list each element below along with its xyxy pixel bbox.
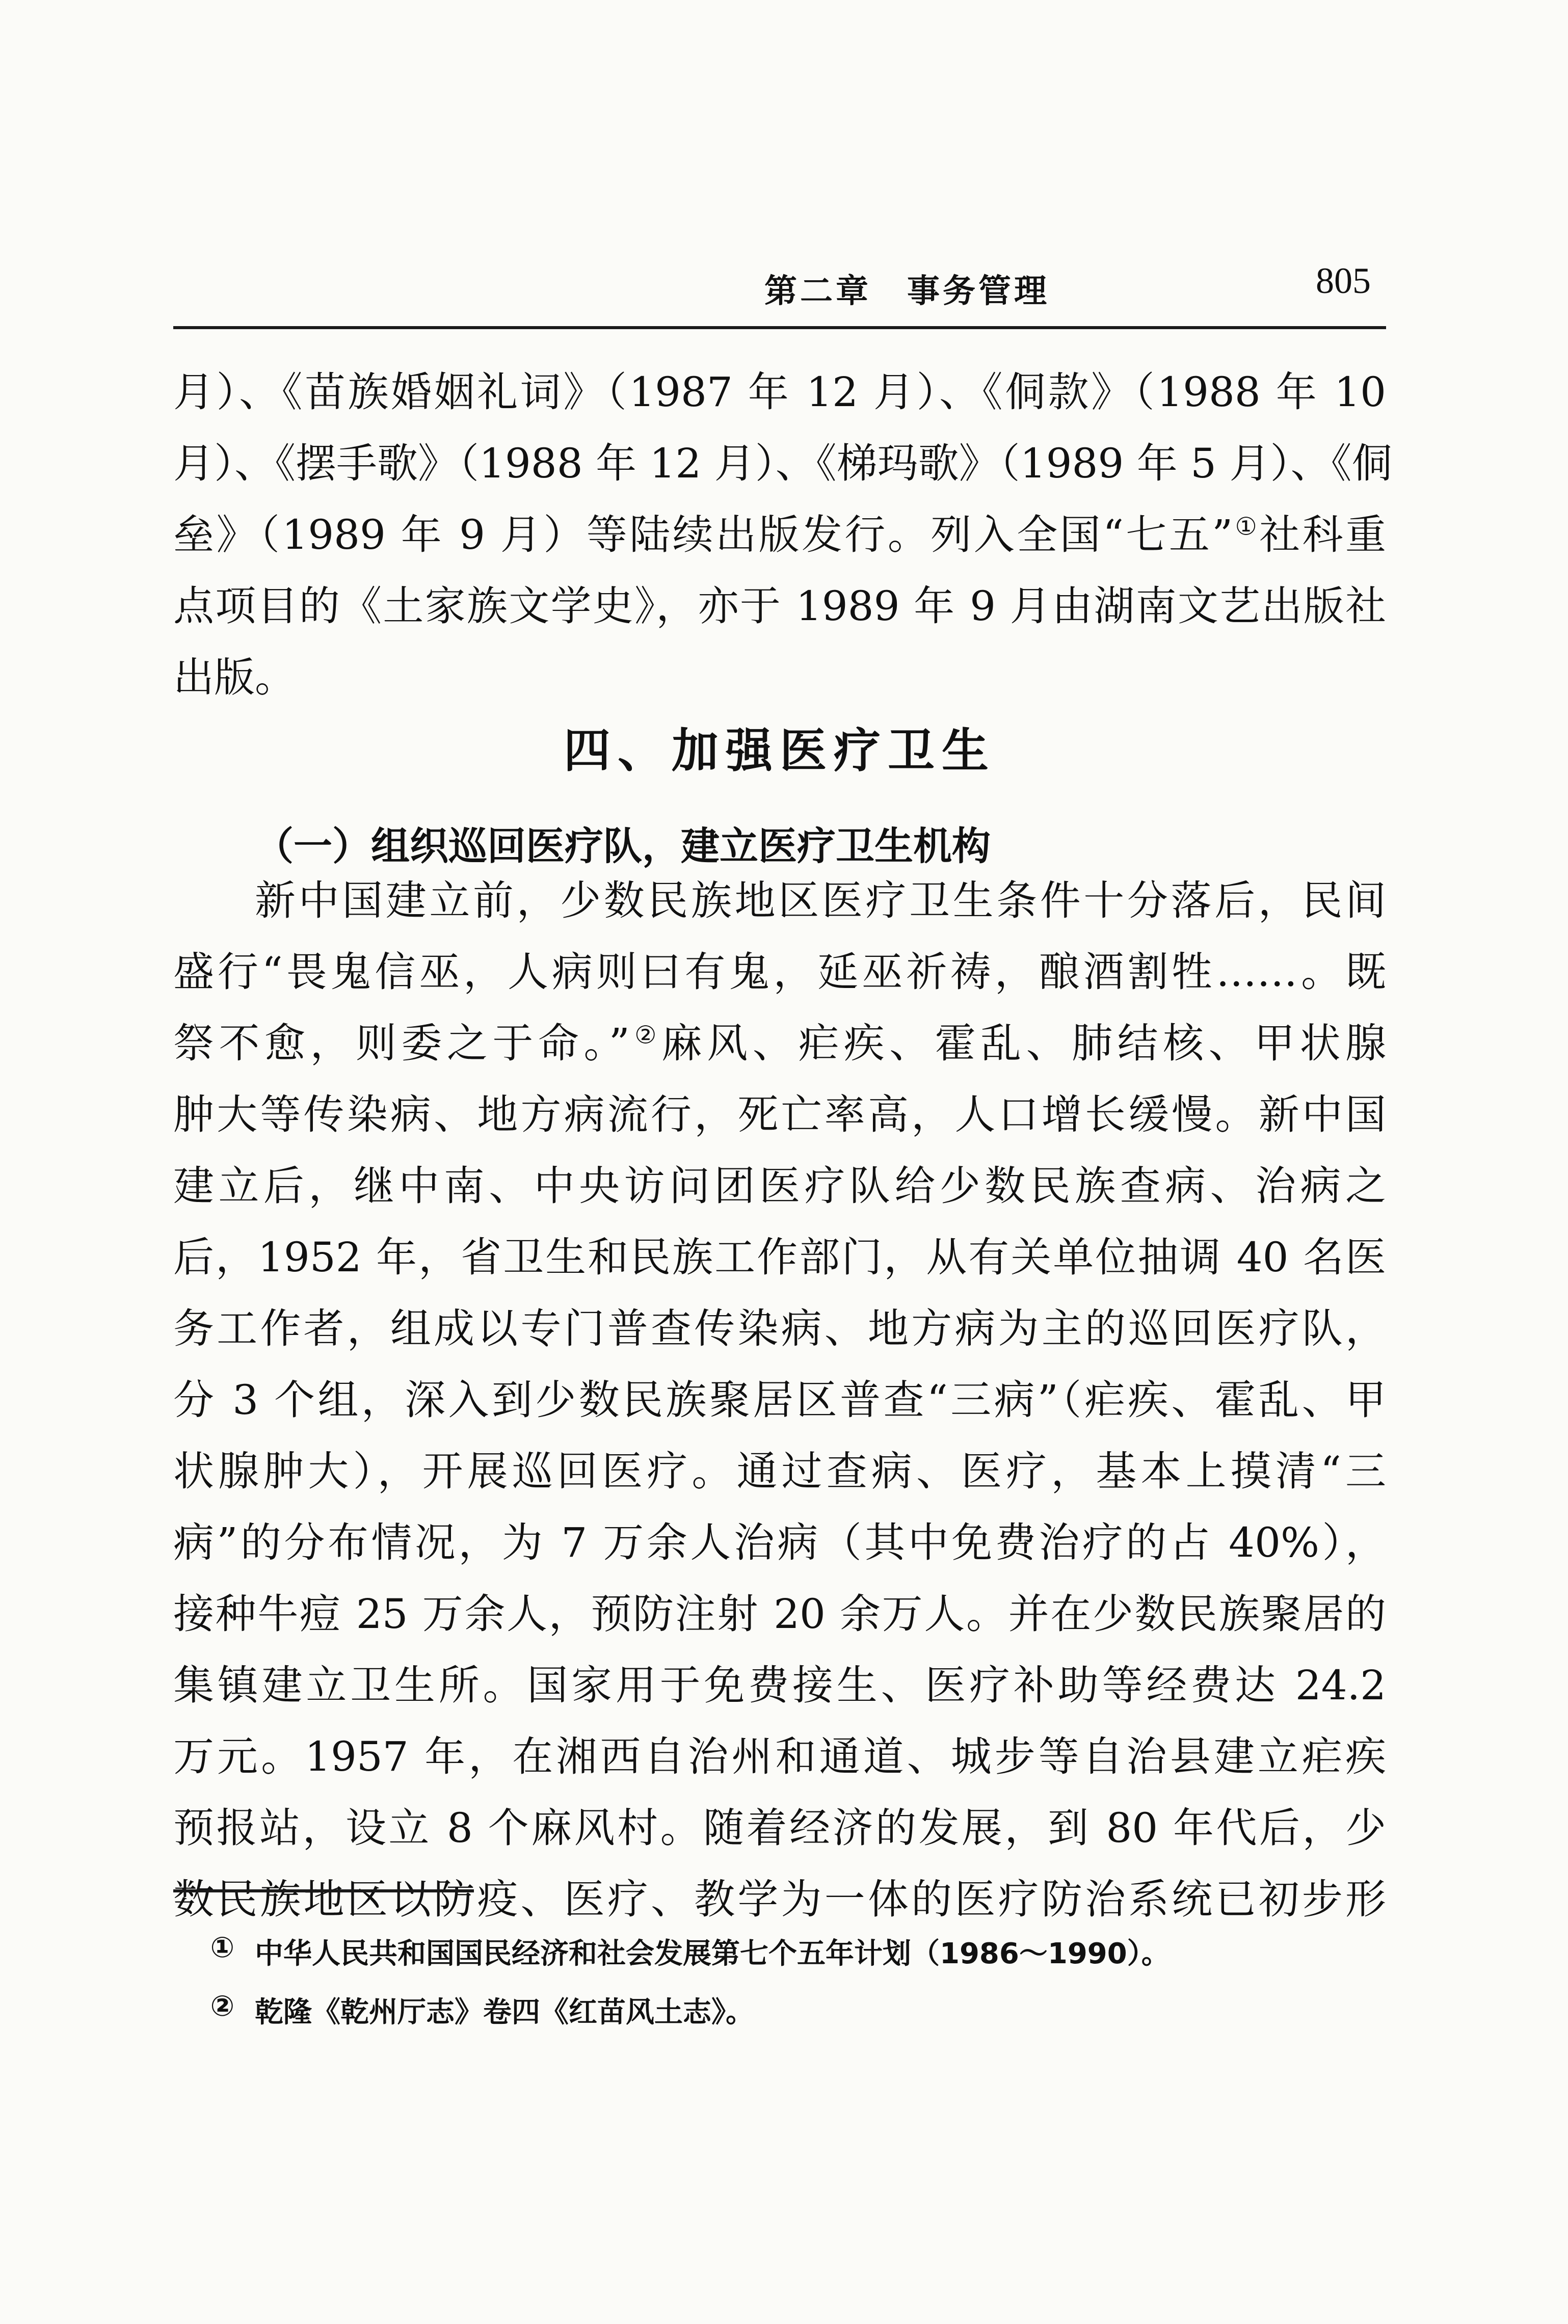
footnote-marker: ① <box>210 1931 234 1964</box>
text-line: 数民族地区以防疫、医疗、教学为一体的医疗防治系统已初步形 <box>173 1876 1386 1923</box>
footnote-marker: ② <box>210 1990 234 2023</box>
text-line: 状腺肿大），开展巡回医疗。通过查病、医疗，基本上摸清“三 <box>173 1448 1386 1495</box>
text-line: 月）、《摆手歌》（1988 年 12 月）、《梯玛歌》（1989 年 5 月）、《侗 <box>173 440 1393 487</box>
text-line: 盛行“畏鬼信巫，人病则曰有鬼，延巫祈祷，酿酒割牲……。既 <box>173 948 1386 996</box>
text-line <box>173 499 1386 571</box>
subsection-heading: （一）组织巡回医疗队，建立医疗卫生机构 <box>255 823 991 869</box>
text-line: 预报站，设立 8 个麻风村。随着经济的发展，到 80 年代后，少 <box>173 1804 1386 1852</box>
section-heading: 四、加强医疗卫生 <box>563 724 996 778</box>
text-line: 分 3 个组，深入到少数民族聚居区普查“三病”（疟疾、霍乱、甲 <box>173 1376 1386 1424</box>
footnote-ref: ① <box>1233 512 1260 541</box>
text-line: 肿大等传染病、地方病流行，死亡率高，人口增长缓慢。新中国 <box>173 1091 1386 1138</box>
running-header <box>173 255 1386 329</box>
footnote-text: 中华人民共和国国民经济和社会发展第七个五年计划（1986～1990）。 <box>255 1937 1170 1970</box>
footnote-rule <box>173 1889 474 1892</box>
paragraph-top <box>173 357 1393 713</box>
chapter-title: 第二章 事务管理 <box>764 273 1050 310</box>
paragraph-main <box>173 865 1386 1935</box>
text-segment: 垒》（1989 年 9 月）等陆续出版发行。列入全国“七五” <box>173 511 1233 558</box>
text-line: 出版。 <box>173 654 296 701</box>
text-line: 建立后，继中南、中央访问团医疗队给少数民族查病、治病之 <box>173 1162 1386 1210</box>
text-line: 新中国建立前，少数民族地区医疗卫生条件十分落后，民间 <box>255 877 1386 924</box>
text-line: 后，1952 年，省卫生和民族工作部门，从有关单位抽调 40 名医 <box>173 1234 1386 1281</box>
footnote-2 <box>210 1990 754 2031</box>
text-line: 万元。1957 年，在湘西自治州和通道、城步等自治县建立疟疾 <box>173 1733 1386 1780</box>
footnote-ref: ② <box>629 1021 661 1050</box>
page-number: 805 <box>1316 260 1371 301</box>
text-segment: 社科重 <box>1259 511 1387 558</box>
text-line: 点项目的《土家族文学史》，亦于 1989 年 9 月由湖南文艺出版社 <box>173 582 1386 630</box>
text-line: 集镇建立卫生所。国家用于免费接生、医疗补助等经费达 24.2 <box>173 1662 1386 1709</box>
text-line: 病”的分布情况，为 7 万余人治病（其中免费治疗的占 40%）， <box>173 1519 1386 1566</box>
text-line: 务工作者，组成以专门普查传染病、地方病为主的巡回医疗队， <box>173 1305 1386 1352</box>
footnote-1 <box>210 1931 1170 1972</box>
text-line: 接种牛痘 25 万余人，预防注射 20 余万人。并在少数民族聚居的 <box>173 1590 1386 1638</box>
text-line <box>173 1008 1386 1079</box>
text-line: 月）、《苗族婚姻礼词》（1987 年 12 月）、《侗款》（1988 年 10 <box>173 368 1386 416</box>
text-segment: 麻风、疟疾、霍乱、肺结核、甲状腺 <box>661 1020 1387 1067</box>
footnote-text: 乾隆《乾州厅志》卷四《红苗风土志》。 <box>255 1996 754 2029</box>
text-segment: 祭不愈，则委之于命。” <box>173 1020 630 1067</box>
